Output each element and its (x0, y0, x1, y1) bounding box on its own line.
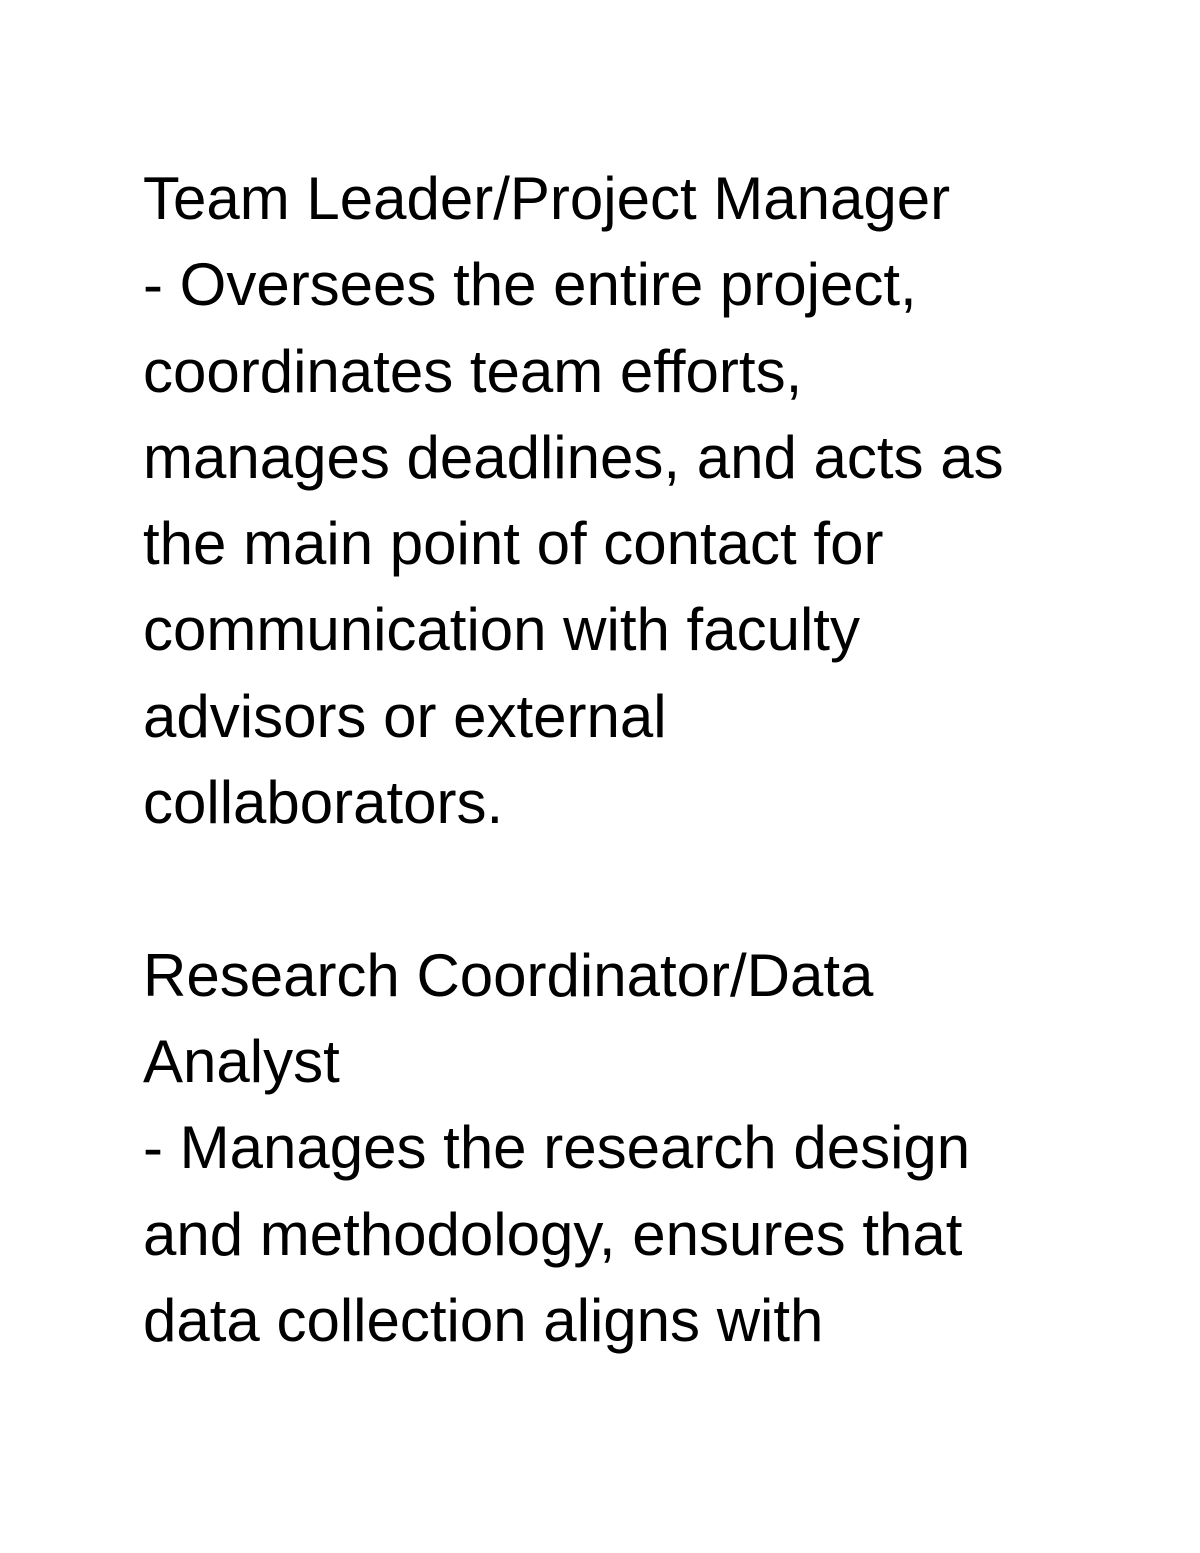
text-line: - Oversees the entire project, (143, 251, 917, 319)
text-line: the main point of contact for (143, 510, 884, 578)
section-heading: Team Leader/Project Manager (143, 165, 951, 232)
section-heading: Analyst (143, 1027, 340, 1095)
text-line: collaborators. (143, 769, 504, 837)
text-line: coordinates team efforts, (143, 337, 803, 405)
text-line: data collection aligns with (143, 1286, 824, 1354)
document-text (143, 156, 1083, 1364)
text-line: communication with faculty (143, 596, 860, 664)
section-research-coordinator (143, 933, 1083, 1364)
text-line: manages deadlines, and acts as (143, 423, 1004, 491)
section-heading: Research Coordinator/Data (143, 941, 874, 1009)
paragraph-spacer (143, 846, 1083, 932)
text-line: advisors or external (143, 682, 667, 750)
text-line: - Manages the research design (143, 1114, 971, 1182)
text-line: and methodology, ensures that (143, 1200, 963, 1268)
section-team-leader (143, 156, 1083, 846)
